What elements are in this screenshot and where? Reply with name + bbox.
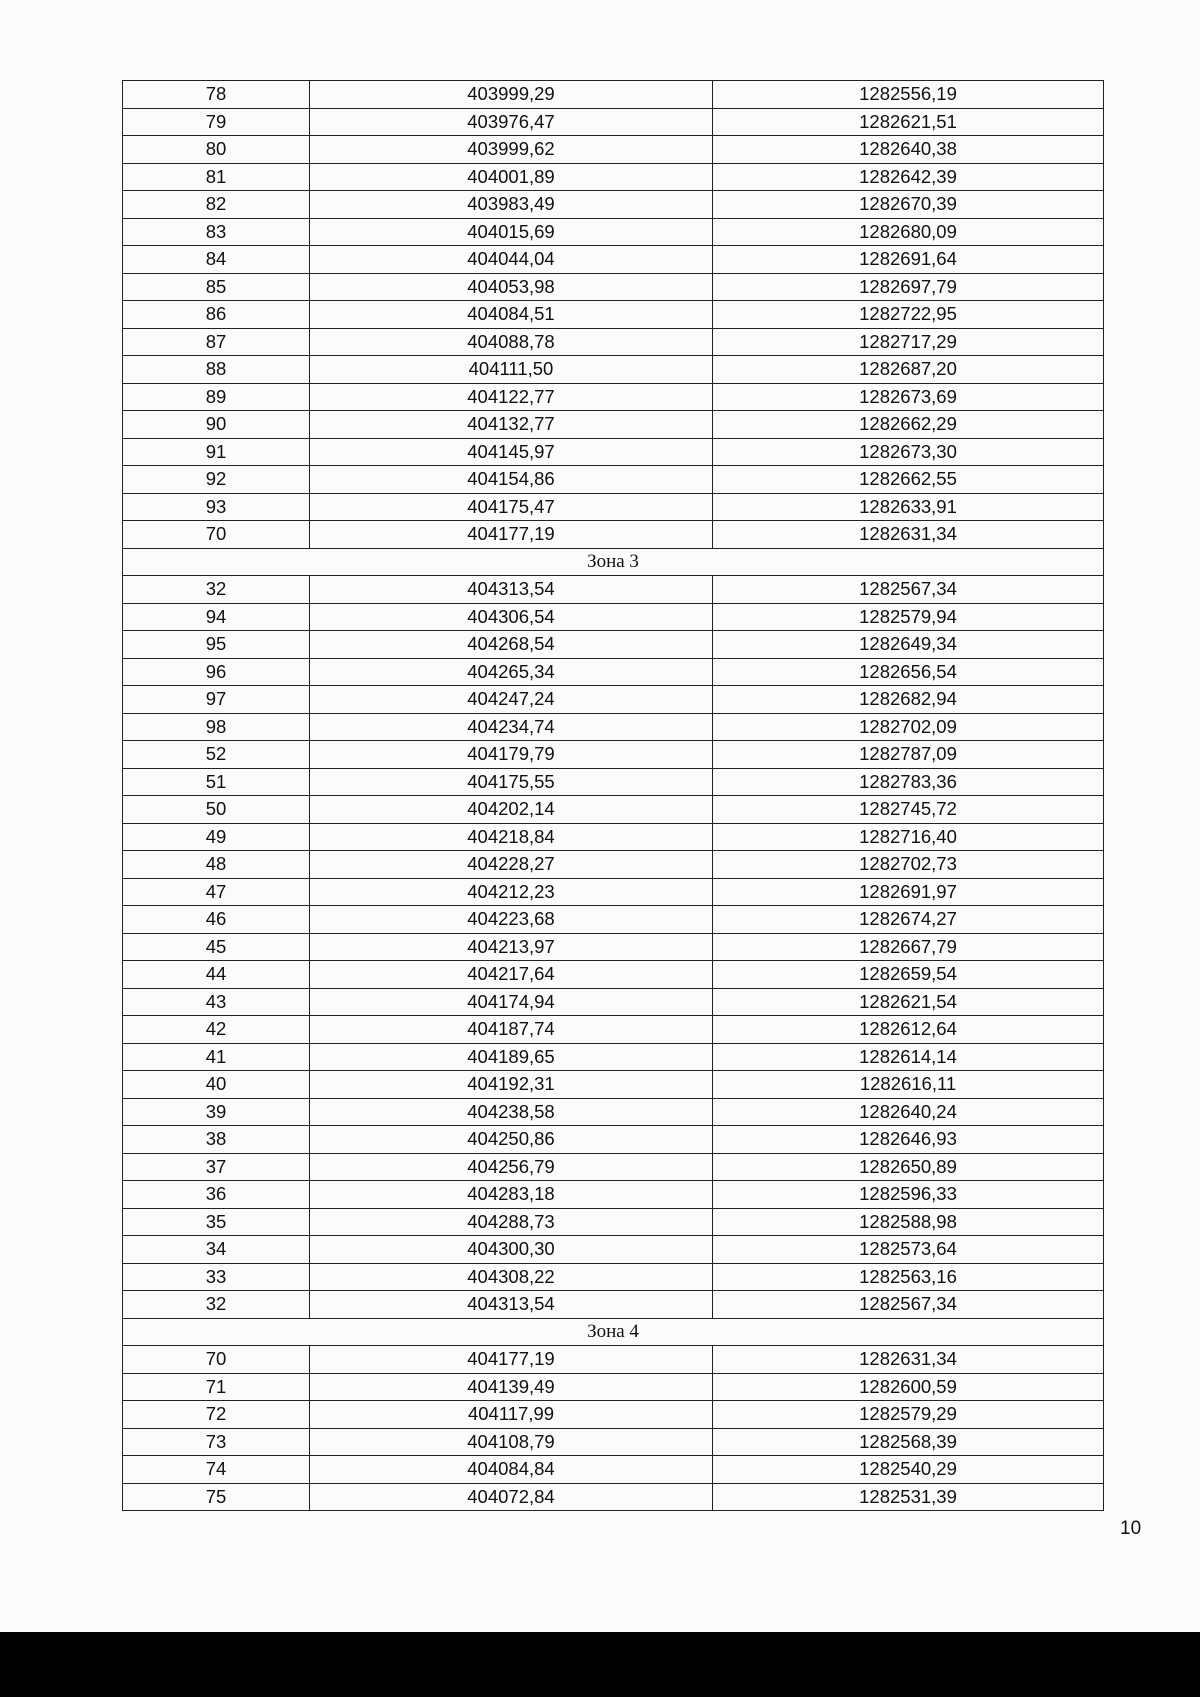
table-row (123, 1181, 1104, 1209)
x-coordinate-cell: 404084,51 (310, 301, 713, 329)
point-number-cell: 51 (123, 768, 310, 796)
point-number-cell: 78 (123, 81, 310, 109)
table-row (123, 1071, 1104, 1099)
point-number-cell: 45 (123, 933, 310, 961)
point-number-cell: 91 (123, 438, 310, 466)
x-coordinate-cell: 404313,54 (310, 576, 713, 604)
table-row (123, 466, 1104, 494)
x-coordinate-cell: 404308,22 (310, 1263, 713, 1291)
zone-header-row (123, 548, 1104, 576)
y-coordinate-cell: 1282540,29 (713, 1456, 1104, 1484)
x-coordinate-cell: 404154,86 (310, 466, 713, 494)
x-coordinate-cell: 404044,04 (310, 246, 713, 274)
table-row (123, 521, 1104, 549)
point-number-cell: 42 (123, 1016, 310, 1044)
table-row (123, 1456, 1104, 1484)
table-row (123, 438, 1104, 466)
x-coordinate-cell: 404177,19 (310, 521, 713, 549)
point-number-cell: 86 (123, 301, 310, 329)
x-coordinate-cell: 404108,79 (310, 1428, 713, 1456)
point-number-cell: 92 (123, 466, 310, 494)
y-coordinate-cell: 1282659,54 (713, 961, 1104, 989)
table-row (123, 163, 1104, 191)
zone-label: Зона 4 (123, 1318, 1104, 1346)
x-coordinate-cell: 404088,78 (310, 328, 713, 356)
point-number-cell: 70 (123, 521, 310, 549)
x-coordinate-cell: 404217,64 (310, 961, 713, 989)
x-coordinate-cell: 404234,74 (310, 713, 713, 741)
x-coordinate-cell: 404218,84 (310, 823, 713, 851)
x-coordinate-cell: 404145,97 (310, 438, 713, 466)
table-row (123, 1346, 1104, 1374)
x-coordinate-cell: 403999,62 (310, 136, 713, 164)
point-number-cell: 73 (123, 1428, 310, 1456)
y-coordinate-cell: 1282614,14 (713, 1043, 1104, 1071)
y-coordinate-cell: 1282568,39 (713, 1428, 1104, 1456)
point-number-cell: 81 (123, 163, 310, 191)
point-number-cell: 98 (123, 713, 310, 741)
table-row (123, 988, 1104, 1016)
table-row (123, 1098, 1104, 1126)
point-number-cell: 72 (123, 1401, 310, 1429)
point-number-cell: 93 (123, 493, 310, 521)
y-coordinate-cell: 1282682,94 (713, 686, 1104, 714)
point-number-cell: 88 (123, 356, 310, 384)
x-coordinate-cell: 404213,97 (310, 933, 713, 961)
x-coordinate-cell: 404175,55 (310, 768, 713, 796)
y-coordinate-cell: 1282787,09 (713, 741, 1104, 769)
point-number-cell: 43 (123, 988, 310, 1016)
point-number-cell: 94 (123, 603, 310, 631)
x-coordinate-cell: 404300,30 (310, 1236, 713, 1264)
y-coordinate-cell: 1282567,34 (713, 576, 1104, 604)
coordinates-table (122, 80, 1104, 1511)
table-row (123, 631, 1104, 659)
point-number-cell: 38 (123, 1126, 310, 1154)
y-coordinate-cell: 1282631,34 (713, 1346, 1104, 1374)
point-number-cell: 40 (123, 1071, 310, 1099)
point-number-cell: 32 (123, 1291, 310, 1319)
x-coordinate-cell: 404306,54 (310, 603, 713, 631)
point-number-cell: 95 (123, 631, 310, 659)
table-row (123, 1291, 1104, 1319)
x-coordinate-cell: 404256,79 (310, 1153, 713, 1181)
x-coordinate-cell: 404189,65 (310, 1043, 713, 1071)
table-row (123, 246, 1104, 274)
point-number-cell: 71 (123, 1373, 310, 1401)
y-coordinate-cell: 1282600,59 (713, 1373, 1104, 1401)
y-coordinate-cell: 1282673,69 (713, 383, 1104, 411)
x-coordinate-cell: 404228,27 (310, 851, 713, 879)
y-coordinate-cell: 1282783,36 (713, 768, 1104, 796)
point-number-cell: 35 (123, 1208, 310, 1236)
x-coordinate-cell: 404174,94 (310, 988, 713, 1016)
x-coordinate-cell: 404313,54 (310, 1291, 713, 1319)
x-coordinate-cell: 404122,77 (310, 383, 713, 411)
point-number-cell: 36 (123, 1181, 310, 1209)
y-coordinate-cell: 1282563,16 (713, 1263, 1104, 1291)
y-coordinate-cell: 1282567,34 (713, 1291, 1104, 1319)
table-row (123, 191, 1104, 219)
table-row (123, 411, 1104, 439)
zone-header-row (123, 1318, 1104, 1346)
x-coordinate-cell: 404283,18 (310, 1181, 713, 1209)
table-row (123, 1208, 1104, 1236)
table-row (123, 961, 1104, 989)
y-coordinate-cell: 1282621,51 (713, 108, 1104, 136)
table-row (123, 273, 1104, 301)
table-row (123, 768, 1104, 796)
table-row (123, 356, 1104, 384)
x-coordinate-cell: 404238,58 (310, 1098, 713, 1126)
y-coordinate-cell: 1282649,34 (713, 631, 1104, 659)
point-number-cell: 70 (123, 1346, 310, 1374)
y-coordinate-cell: 1282691,64 (713, 246, 1104, 274)
table-row (123, 796, 1104, 824)
table-row (123, 1016, 1104, 1044)
x-coordinate-cell: 404015,69 (310, 218, 713, 246)
y-coordinate-cell: 1282674,27 (713, 906, 1104, 934)
point-number-cell: 83 (123, 218, 310, 246)
y-coordinate-cell: 1282697,79 (713, 273, 1104, 301)
y-coordinate-cell: 1282702,73 (713, 851, 1104, 879)
point-number-cell: 96 (123, 658, 310, 686)
table-row (123, 878, 1104, 906)
table-row (123, 1263, 1104, 1291)
table-row (123, 1428, 1104, 1456)
x-coordinate-cell: 404111,50 (310, 356, 713, 384)
y-coordinate-cell: 1282633,91 (713, 493, 1104, 521)
table-row (123, 1373, 1104, 1401)
point-number-cell: 48 (123, 851, 310, 879)
x-coordinate-cell: 404175,47 (310, 493, 713, 521)
point-number-cell: 75 (123, 1483, 310, 1511)
y-coordinate-cell: 1282573,64 (713, 1236, 1104, 1264)
table-row (123, 823, 1104, 851)
point-number-cell: 97 (123, 686, 310, 714)
table-row (123, 383, 1104, 411)
scan-bottom-band (0, 1632, 1200, 1697)
table-row (123, 1043, 1104, 1071)
y-coordinate-cell: 1282691,97 (713, 878, 1104, 906)
y-coordinate-cell: 1282556,19 (713, 81, 1104, 109)
y-coordinate-cell: 1282656,54 (713, 658, 1104, 686)
y-coordinate-cell: 1282662,29 (713, 411, 1104, 439)
point-number-cell: 74 (123, 1456, 310, 1484)
table-row (123, 576, 1104, 604)
table-row (123, 1236, 1104, 1264)
x-coordinate-cell: 404192,31 (310, 1071, 713, 1099)
x-coordinate-cell: 404139,49 (310, 1373, 713, 1401)
y-coordinate-cell: 1282667,79 (713, 933, 1104, 961)
point-number-cell: 44 (123, 961, 310, 989)
y-coordinate-cell: 1282716,40 (713, 823, 1104, 851)
x-coordinate-cell: 404250,86 (310, 1126, 713, 1154)
y-coordinate-cell: 1282631,34 (713, 521, 1104, 549)
y-coordinate-cell: 1282579,94 (713, 603, 1104, 631)
y-coordinate-cell: 1282642,39 (713, 163, 1104, 191)
table-row (123, 658, 1104, 686)
page-number: 10 (1120, 1518, 1142, 1539)
coordinates-table-body (123, 81, 1104, 1511)
point-number-cell: 34 (123, 1236, 310, 1264)
table-row (123, 933, 1104, 961)
y-coordinate-cell: 1282687,20 (713, 356, 1104, 384)
y-coordinate-cell: 1282650,89 (713, 1153, 1104, 1181)
table-row (123, 851, 1104, 879)
x-coordinate-cell: 404177,19 (310, 1346, 713, 1374)
table-row (123, 1153, 1104, 1181)
point-number-cell: 41 (123, 1043, 310, 1071)
y-coordinate-cell: 1282596,33 (713, 1181, 1104, 1209)
table-row (123, 1401, 1104, 1429)
table-row (123, 713, 1104, 741)
y-coordinate-cell: 1282531,39 (713, 1483, 1104, 1511)
x-coordinate-cell: 404202,14 (310, 796, 713, 824)
point-number-cell: 39 (123, 1098, 310, 1126)
point-number-cell: 52 (123, 741, 310, 769)
x-coordinate-cell: 403976,47 (310, 108, 713, 136)
table-row (123, 741, 1104, 769)
point-number-cell: 80 (123, 136, 310, 164)
x-coordinate-cell: 404212,23 (310, 878, 713, 906)
x-coordinate-cell: 404247,24 (310, 686, 713, 714)
table-row (123, 108, 1104, 136)
y-coordinate-cell: 1282662,55 (713, 466, 1104, 494)
y-coordinate-cell: 1282673,30 (713, 438, 1104, 466)
table-row (123, 906, 1104, 934)
point-number-cell: 47 (123, 878, 310, 906)
table-row (123, 136, 1104, 164)
x-coordinate-cell: 404001,89 (310, 163, 713, 191)
x-coordinate-cell: 404117,99 (310, 1401, 713, 1429)
point-number-cell: 32 (123, 576, 310, 604)
point-number-cell: 90 (123, 411, 310, 439)
point-number-cell: 84 (123, 246, 310, 274)
point-number-cell: 49 (123, 823, 310, 851)
y-coordinate-cell: 1282717,29 (713, 328, 1104, 356)
x-coordinate-cell: 404187,74 (310, 1016, 713, 1044)
y-coordinate-cell: 1282612,64 (713, 1016, 1104, 1044)
y-coordinate-cell: 1282702,09 (713, 713, 1104, 741)
y-coordinate-cell: 1282640,24 (713, 1098, 1104, 1126)
table-row (123, 1483, 1104, 1511)
table-row (123, 328, 1104, 356)
y-coordinate-cell: 1282680,09 (713, 218, 1104, 246)
x-coordinate-cell: 404288,73 (310, 1208, 713, 1236)
point-number-cell: 33 (123, 1263, 310, 1291)
y-coordinate-cell: 1282745,72 (713, 796, 1104, 824)
x-coordinate-cell: 404053,98 (310, 273, 713, 301)
x-coordinate-cell: 404265,34 (310, 658, 713, 686)
y-coordinate-cell: 1282670,39 (713, 191, 1104, 219)
table-row (123, 81, 1104, 109)
x-coordinate-cell: 404132,77 (310, 411, 713, 439)
y-coordinate-cell: 1282588,98 (713, 1208, 1104, 1236)
point-number-cell: 46 (123, 906, 310, 934)
y-coordinate-cell: 1282646,93 (713, 1126, 1104, 1154)
point-number-cell: 37 (123, 1153, 310, 1181)
point-number-cell: 89 (123, 383, 310, 411)
zone-label: Зона 3 (123, 548, 1104, 576)
table-row (123, 301, 1104, 329)
point-number-cell: 87 (123, 328, 310, 356)
x-coordinate-cell: 404179,79 (310, 741, 713, 769)
y-coordinate-cell: 1282621,54 (713, 988, 1104, 1016)
y-coordinate-cell: 1282616,11 (713, 1071, 1104, 1099)
table-row (123, 493, 1104, 521)
point-number-cell: 82 (123, 191, 310, 219)
table-row (123, 686, 1104, 714)
point-number-cell: 50 (123, 796, 310, 824)
x-coordinate-cell: 404084,84 (310, 1456, 713, 1484)
point-number-cell: 79 (123, 108, 310, 136)
x-coordinate-cell: 403983,49 (310, 191, 713, 219)
x-coordinate-cell: 404268,54 (310, 631, 713, 659)
x-coordinate-cell: 404072,84 (310, 1483, 713, 1511)
y-coordinate-cell: 1282640,38 (713, 136, 1104, 164)
table-row (123, 218, 1104, 246)
y-coordinate-cell: 1282722,95 (713, 301, 1104, 329)
point-number-cell: 85 (123, 273, 310, 301)
y-coordinate-cell: 1282579,29 (713, 1401, 1104, 1429)
x-coordinate-cell: 403999,29 (310, 81, 713, 109)
x-coordinate-cell: 404223,68 (310, 906, 713, 934)
table-row (123, 603, 1104, 631)
table-row (123, 1126, 1104, 1154)
